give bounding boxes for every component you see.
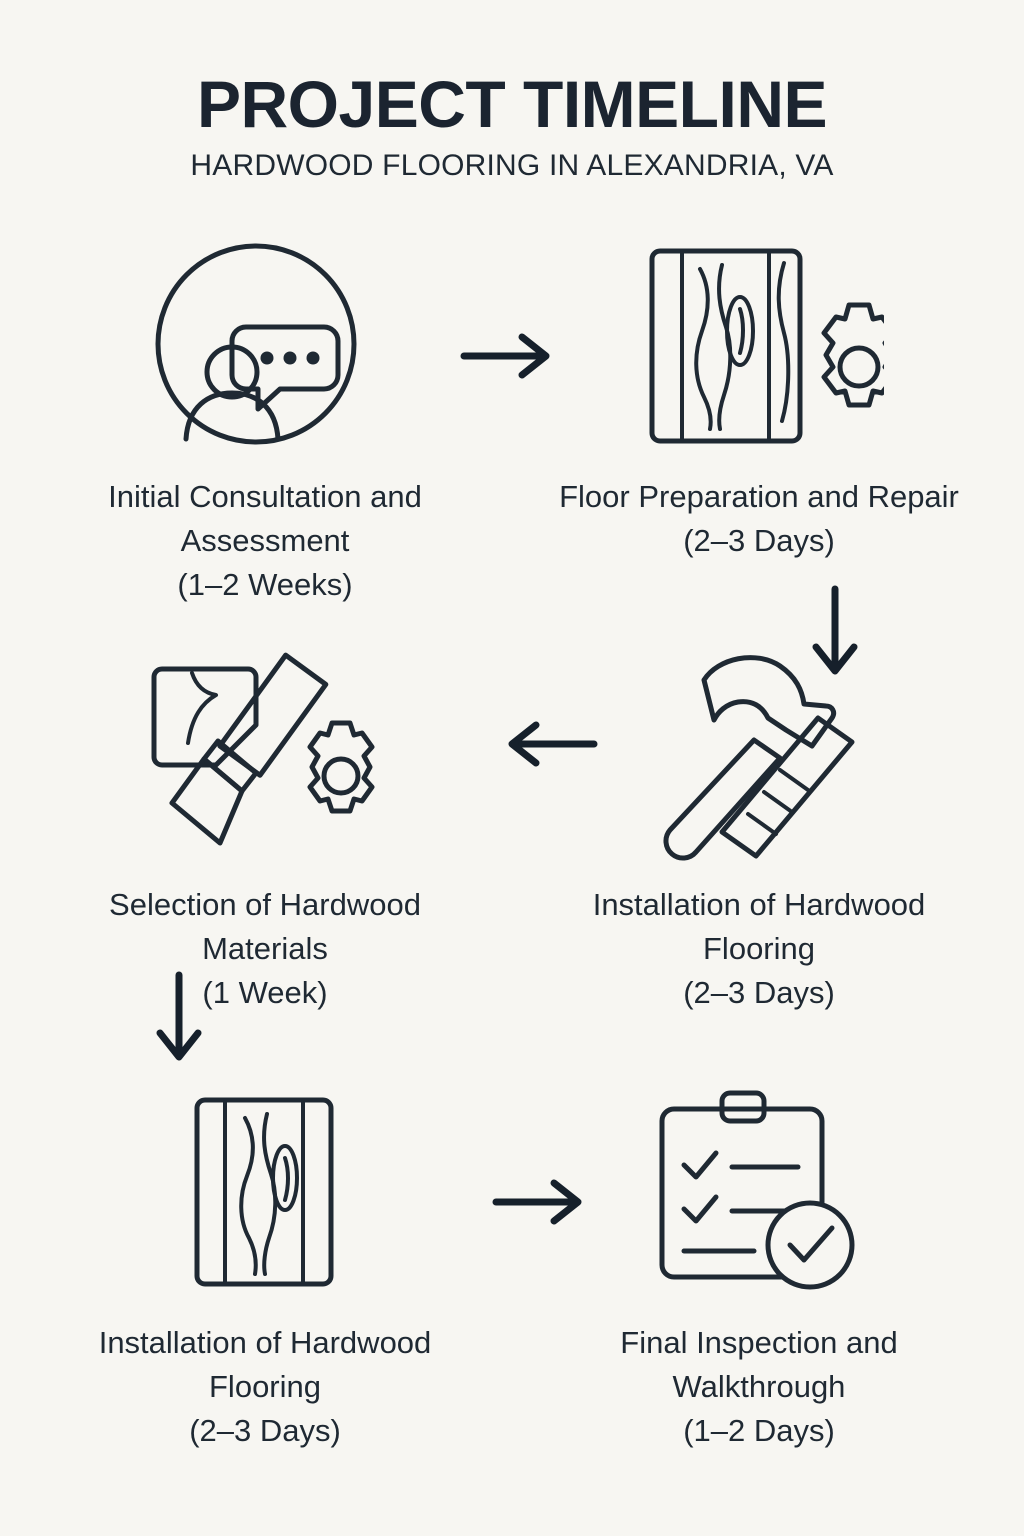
arrow-step3-to-step5 [152,969,206,1069]
step-3-label: Selection of Hardwood Materials [109,887,421,967]
page-subtitle: HARDWOOD FLOORING IN ALEXANDRIA, VA [190,149,834,183]
timeline-row-1 [60,231,964,631]
step-1 [60,231,470,607]
step-4-label: Installation of Hardwood Flooring [592,887,926,967]
paint-brush-gear-icon [140,639,390,869]
clipboard-check-icon [644,1077,874,1307]
step-5-duration: (2–3 Days) [189,1413,341,1449]
step-6-duration: (1–2 Days) [683,1413,835,1449]
step-6 [554,1077,964,1453]
arrow-step5-to-step6 [490,1177,590,1227]
step-2 [554,231,964,563]
timeline-grid [60,231,964,1477]
step-4 [554,639,964,1015]
arrow-step1-to-step2 [458,331,558,381]
page-title: PROJECT TIMELINE [196,67,828,141]
timeline-row-3 [60,1077,964,1477]
step-1-duration: (1–2 Weeks) [177,567,353,603]
step-6-label: Final Inspection and Walkthrough [620,1325,898,1405]
step-4-duration: (2–3 Days) [683,975,835,1011]
timeline-row-2 [60,639,964,1059]
step-1-label: Initial Consultation and Assessment [108,479,422,559]
consultation-icon [150,231,380,461]
step-3-duration: (1 Week) [202,975,328,1011]
wood-plank-gear-icon [634,231,884,461]
step-2-label: Floor Preparation and Repair [559,479,959,515]
step-5-label: Installation of Hardwood Flooring [98,1325,432,1405]
step-3 [60,639,470,1015]
step-5 [60,1077,470,1453]
hammer-plank-icon [634,639,884,869]
step-2-duration: (2–3 Days) [683,523,835,559]
wood-plank-icon [175,1077,355,1307]
arrow-step4-to-step3 [500,719,600,769]
